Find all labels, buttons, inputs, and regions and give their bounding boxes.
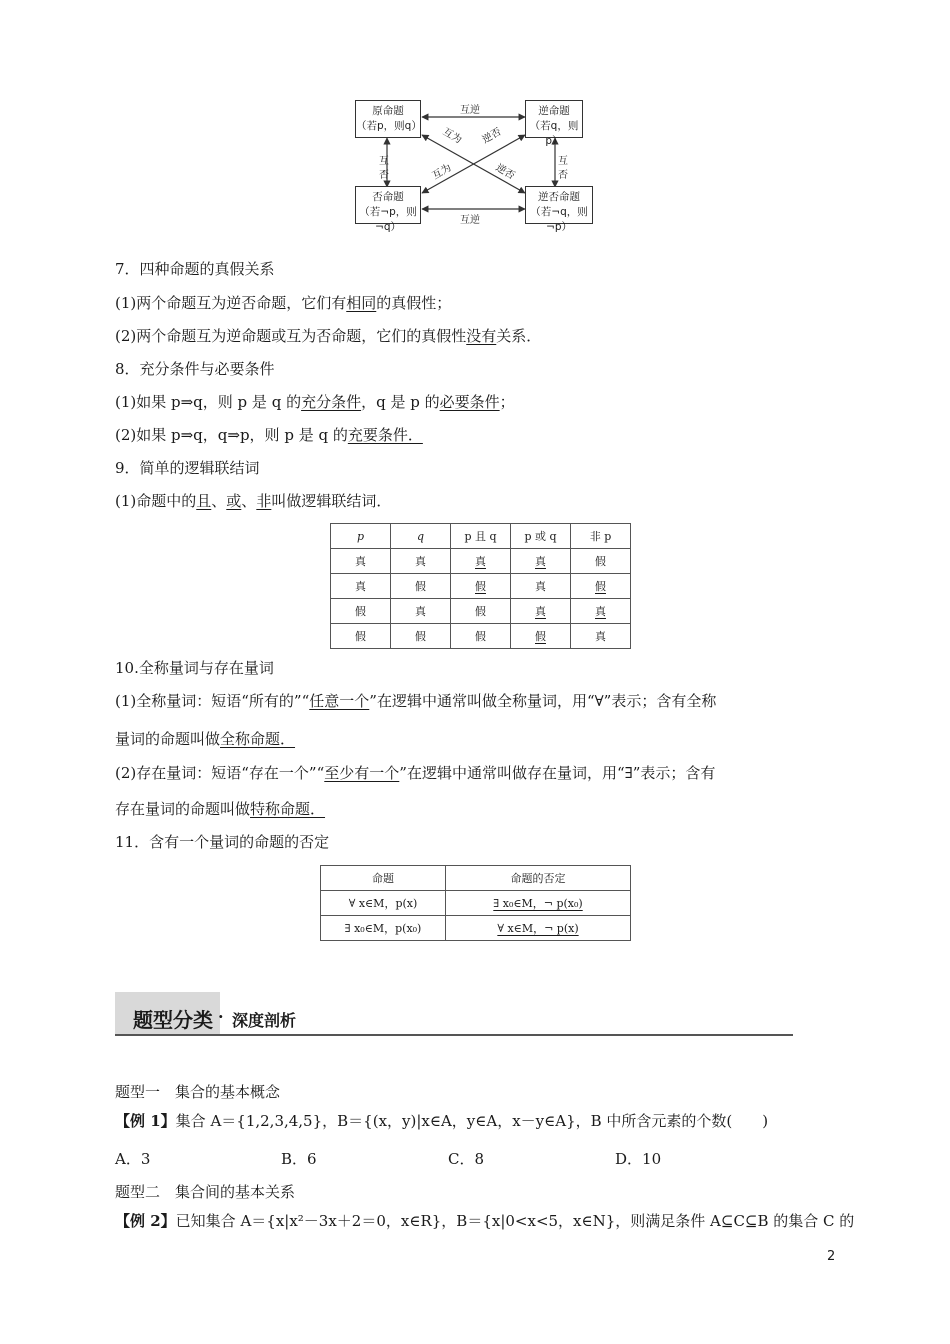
- label-left-2: 否: [379, 170, 389, 181]
- s8-l2-u: 充要条件．: [347, 426, 423, 444]
- s10-line-1: [115, 691, 716, 711]
- s8-l1-u1: 充分条件: [301, 393, 362, 411]
- s8-line-1: [115, 392, 515, 412]
- page-number: 2: [827, 1249, 836, 1264]
- negation-table-header: [321, 866, 631, 891]
- label-bottom: 互逆: [460, 215, 480, 226]
- s8-line-2: [115, 425, 423, 445]
- label-diag-1: 互为: [440, 126, 464, 146]
- s9-l1-sep2: 、: [241, 492, 257, 510]
- truth-header-cell: p 或 q: [511, 524, 571, 549]
- s10-l1-a: (1)全称量词：短语“所有的”“: [115, 692, 310, 710]
- box-converse-title: 逆命题: [538, 105, 570, 117]
- option-a: A．3: [115, 1150, 151, 1168]
- s10-l1-b: ”在逻辑中通常叫做全称量词，用“∀”表示；含有全称: [369, 692, 717, 710]
- truth-cell: 真: [511, 574, 571, 599]
- table-row: [331, 549, 631, 574]
- negation-table: [320, 865, 631, 941]
- option-d: D．10: [615, 1150, 662, 1168]
- truth-cell: 真: [391, 599, 451, 624]
- s9-l1-b: 叫做逻辑联结词．: [271, 492, 392, 510]
- type2-heading: 题型二 集合间的基本关系: [115, 1183, 296, 1201]
- s9-l1-sep1: 、: [211, 492, 227, 510]
- table-row: [331, 624, 631, 649]
- table-row: [331, 599, 631, 624]
- s9-heading: 9．简单的逻辑联结词: [115, 459, 260, 477]
- negation-cell: ∃ x₀∈M，¬ p(x₀): [446, 891, 631, 916]
- truth-header-cell: p 且 q: [451, 524, 511, 549]
- box-converse-sub: （若q，则p）: [529, 120, 579, 147]
- label-top: 互逆: [460, 105, 480, 116]
- truth-table: [330, 523, 631, 649]
- section-subtitle: 深度剖析: [232, 1011, 297, 1030]
- section-title: 题型分类: [133, 1008, 213, 1032]
- negation-cell: ∀ x∈M，p(x): [321, 891, 446, 916]
- negation-cell: ∀ x∈M，¬ p(x): [446, 916, 631, 941]
- example-1-text: 集合 A＝{1,2,3,4,5}，B＝{(x，y)|x∈A，y∈A，x－y∈A}，B 中所含元素的个数( ): [175, 1112, 769, 1130]
- truth-header-cell: 非 p: [571, 524, 631, 549]
- s7-heading: 7．四种命题的真假关系: [115, 260, 275, 278]
- box-contrapositive-title: 逆否命题: [538, 191, 580, 203]
- s9-l1-u3: 非: [256, 492, 272, 510]
- truth-cell: 假: [511, 624, 571, 649]
- s7-l2-u: 没有: [466, 327, 497, 345]
- s7-line-2: [115, 326, 541, 346]
- truth-cell: 真: [391, 549, 451, 574]
- s8-l1-c: ；: [499, 393, 515, 411]
- s8-l2-a: (2)如果 p⇒q，q⇒p，则 p 是 q 的: [115, 426, 348, 444]
- s10-l3-u: 至少有一个: [324, 764, 400, 782]
- box-converse: [525, 100, 583, 147]
- s8-l1-u2: 必要条件: [439, 393, 500, 411]
- label-diag-4: 逆否: [493, 162, 517, 182]
- s10-l4-a: 存在量词的命题叫做: [115, 800, 251, 818]
- truth-header-cell: p: [331, 524, 391, 549]
- s7-l1-b: 的真假性；: [376, 294, 452, 312]
- truth-cell: 假: [571, 549, 631, 574]
- s10-l2-a: 量词的命题叫做: [115, 730, 221, 748]
- type1-example: [115, 1111, 768, 1131]
- truth-cell: 假: [331, 599, 391, 624]
- label-diag-3: 互为: [430, 162, 454, 182]
- s10-l4-u: 特称命题．: [250, 800, 326, 818]
- negation-cell: ∃ x₀∈M，p(x₀): [321, 916, 446, 941]
- box-inverse: [355, 186, 421, 233]
- truth-header-cell: q: [391, 524, 451, 549]
- type2-example: [115, 1211, 854, 1231]
- s10-line-4: [115, 799, 325, 819]
- truth-cell: 假: [451, 624, 511, 649]
- example-1-tag: 【例 1】: [115, 1112, 176, 1130]
- s9-l1-a: (1)命题中的: [115, 492, 197, 510]
- table-row: [321, 891, 631, 916]
- s7-l1-a: (1)两个命题互为逆否命题，它们有: [115, 294, 347, 312]
- truth-cell: 真: [331, 549, 391, 574]
- truth-cell: 真: [451, 549, 511, 574]
- s10-line-2: [115, 729, 295, 749]
- label-left-1: 互: [379, 156, 389, 167]
- s10-l1-u: 任意一个: [309, 692, 370, 710]
- box-inverse-title: 否命题: [372, 191, 404, 203]
- s10-l3-b: ”在逻辑中通常叫做存在量词，用“∃”表示；含有: [399, 764, 716, 782]
- s9-l1-u2: 或: [226, 492, 242, 510]
- s7-line-1: [115, 293, 451, 313]
- negation-header-cell: 命题: [321, 866, 446, 891]
- table-row: [321, 916, 631, 941]
- s10-l2-u: 全称命题．: [220, 730, 296, 748]
- label-right-2: 否: [558, 170, 568, 181]
- box-original-title: 原命题: [372, 105, 404, 117]
- truth-cell: 假: [451, 599, 511, 624]
- section-divider: [115, 1034, 793, 1036]
- label-right-1: 互: [558, 156, 568, 167]
- example-2-tag: 【例 2】: [115, 1212, 176, 1230]
- s8-l1-b: ，q 是 p 的: [361, 393, 440, 411]
- option-b: B．6: [281, 1150, 317, 1168]
- box-contrapositive-sub: （若¬q，则¬p）: [530, 206, 588, 233]
- truth-cell: 假: [391, 624, 451, 649]
- box-original-sub: （若p，则q）: [356, 120, 422, 132]
- box-inverse-sub: （若¬p，则¬q）: [359, 206, 417, 233]
- truth-cell: 真: [571, 624, 631, 649]
- box-original: [355, 100, 421, 138]
- truth-cell: 真: [571, 599, 631, 624]
- type1-heading: 题型一 集合的基本概念: [115, 1083, 281, 1101]
- truth-cell: 假: [571, 574, 631, 599]
- s11-heading: 11．含有一个量词的命题的否定: [115, 833, 330, 851]
- s7-l1-u: 相同: [346, 294, 377, 312]
- s9-l1-u1: 且: [196, 492, 212, 510]
- truth-cell: 假: [391, 574, 451, 599]
- option-c: C．8: [448, 1150, 485, 1168]
- negation-header-cell: 命题的否定: [446, 866, 631, 891]
- label-diag-2: 逆否: [480, 126, 504, 146]
- truth-cell: 真: [511, 599, 571, 624]
- truth-cell: 真: [331, 574, 391, 599]
- s8-l1-a: (1)如果 p⇒q，则 p 是 q 的: [115, 393, 302, 411]
- truth-table-header: [331, 524, 631, 549]
- s10-line-3: [115, 763, 715, 783]
- table-row: [331, 574, 631, 599]
- example-2-text: 已知集合 A＝{x|x²－3x＋2＝0，x∈R}，B＝{x|0<x<5，x∈N}，则满足条件 A⊆C⊆B 的集合 C 的: [175, 1212, 855, 1230]
- section-dot: ·: [218, 1007, 224, 1026]
- s7-l2-a: (2)两个命题互为逆命题或互为否命题，它们的真假性: [115, 327, 467, 345]
- box-contrapositive: [525, 186, 593, 233]
- truth-cell: 假: [451, 574, 511, 599]
- truth-cell: 真: [511, 549, 571, 574]
- truth-cell: 假: [331, 624, 391, 649]
- s8-heading: 8．充分条件与必要条件: [115, 360, 275, 378]
- s10-heading: 10.全称量词与存在量词: [115, 659, 274, 677]
- s7-l2-b: 关系．: [496, 327, 542, 345]
- s10-l3-a: (2)存在量词：短语“存在一个”“: [115, 764, 325, 782]
- s9-line-1: [115, 491, 391, 511]
